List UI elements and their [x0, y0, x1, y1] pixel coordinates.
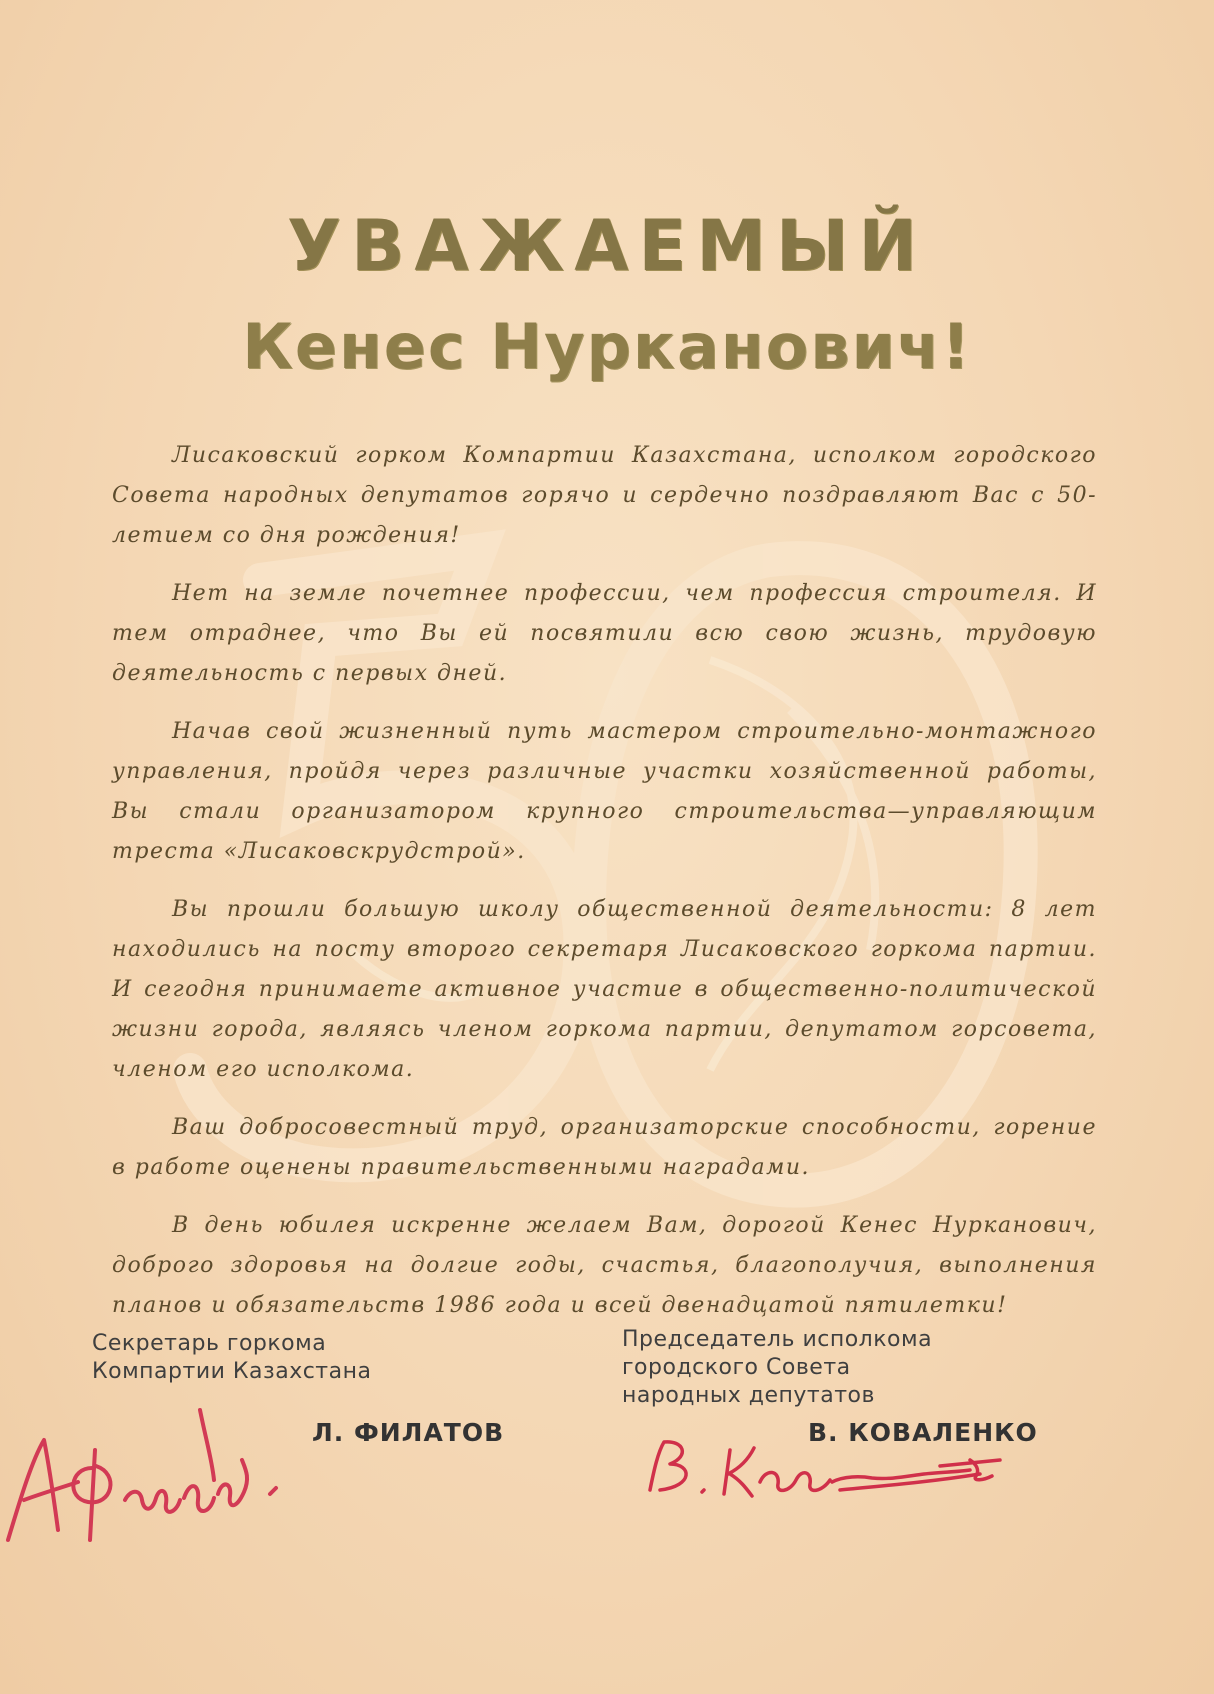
left-signatory-name: Л. ФИЛАТОВ: [312, 1418, 505, 1447]
title-line: Секретарь горкома: [92, 1331, 327, 1356]
right-handwritten-signature: [640, 1430, 1040, 1510]
recipient-name: Кенес Нурканович!: [242, 310, 972, 383]
paragraph: Лисаковский горком Компартии Казахстана, исполком городского Совета народных депутатов горячо и сердечно поздравляют Вас с 50-летием со дня рождения!: [112, 443, 1097, 548]
right-signatory-title: [622, 1326, 932, 1410]
title-line: городского Совета: [622, 1355, 851, 1380]
paragraph: Ваш добросовестный труд, организаторские способности, горение в работе оценены правительственными наградами.: [112, 1115, 1097, 1180]
title-line: Компартии Казахстана: [92, 1359, 372, 1384]
greeting-salutation: УВАЖАЕМЫЙ: [287, 205, 927, 287]
left-signatory-title: [92, 1330, 371, 1386]
paragraph: В день юбилея искренне желаем Вам, дорогой Кенес Нурканович, доброго здоровья на долгие годы, счастья, благополучия, выполнения планов и обязательств 1986 года и всей двенадцатой пятилетки!: [112, 1213, 1097, 1318]
left-handwritten-signature: [0, 1390, 290, 1560]
paragraph: Нет на земле почетнее профессии, чем профессия строителя. И тем отраднее, что Вы ей посвятили всю свою жизнь, трудовую деятельность с первых дней.: [112, 581, 1097, 686]
title-line: народных депутатов: [622, 1383, 875, 1408]
title-line: Председатель исполкома: [622, 1327, 933, 1352]
letter-body: [112, 436, 1097, 1344]
right-signatory-name: В. КОВАЛЕНКО: [808, 1418, 1038, 1447]
paragraph: Вы прошли большую школу общественной деятельности: 8 лет находились на посту второго секретаря Лисаковского горкома партии. И сегодня принимаете активное участие в общественно-политической жизни города, являясь членом горкома партии, депутатом горсовета, членом его исполкома.: [112, 897, 1097, 1082]
paragraph: Начав свой жизненный путь мастером строительно-монтажного управления, пройдя через различные участки хозяйственной работы, Вы стали организатором крупного строительства—управляющим треста «Лисаковскрудстрой».: [112, 719, 1097, 864]
